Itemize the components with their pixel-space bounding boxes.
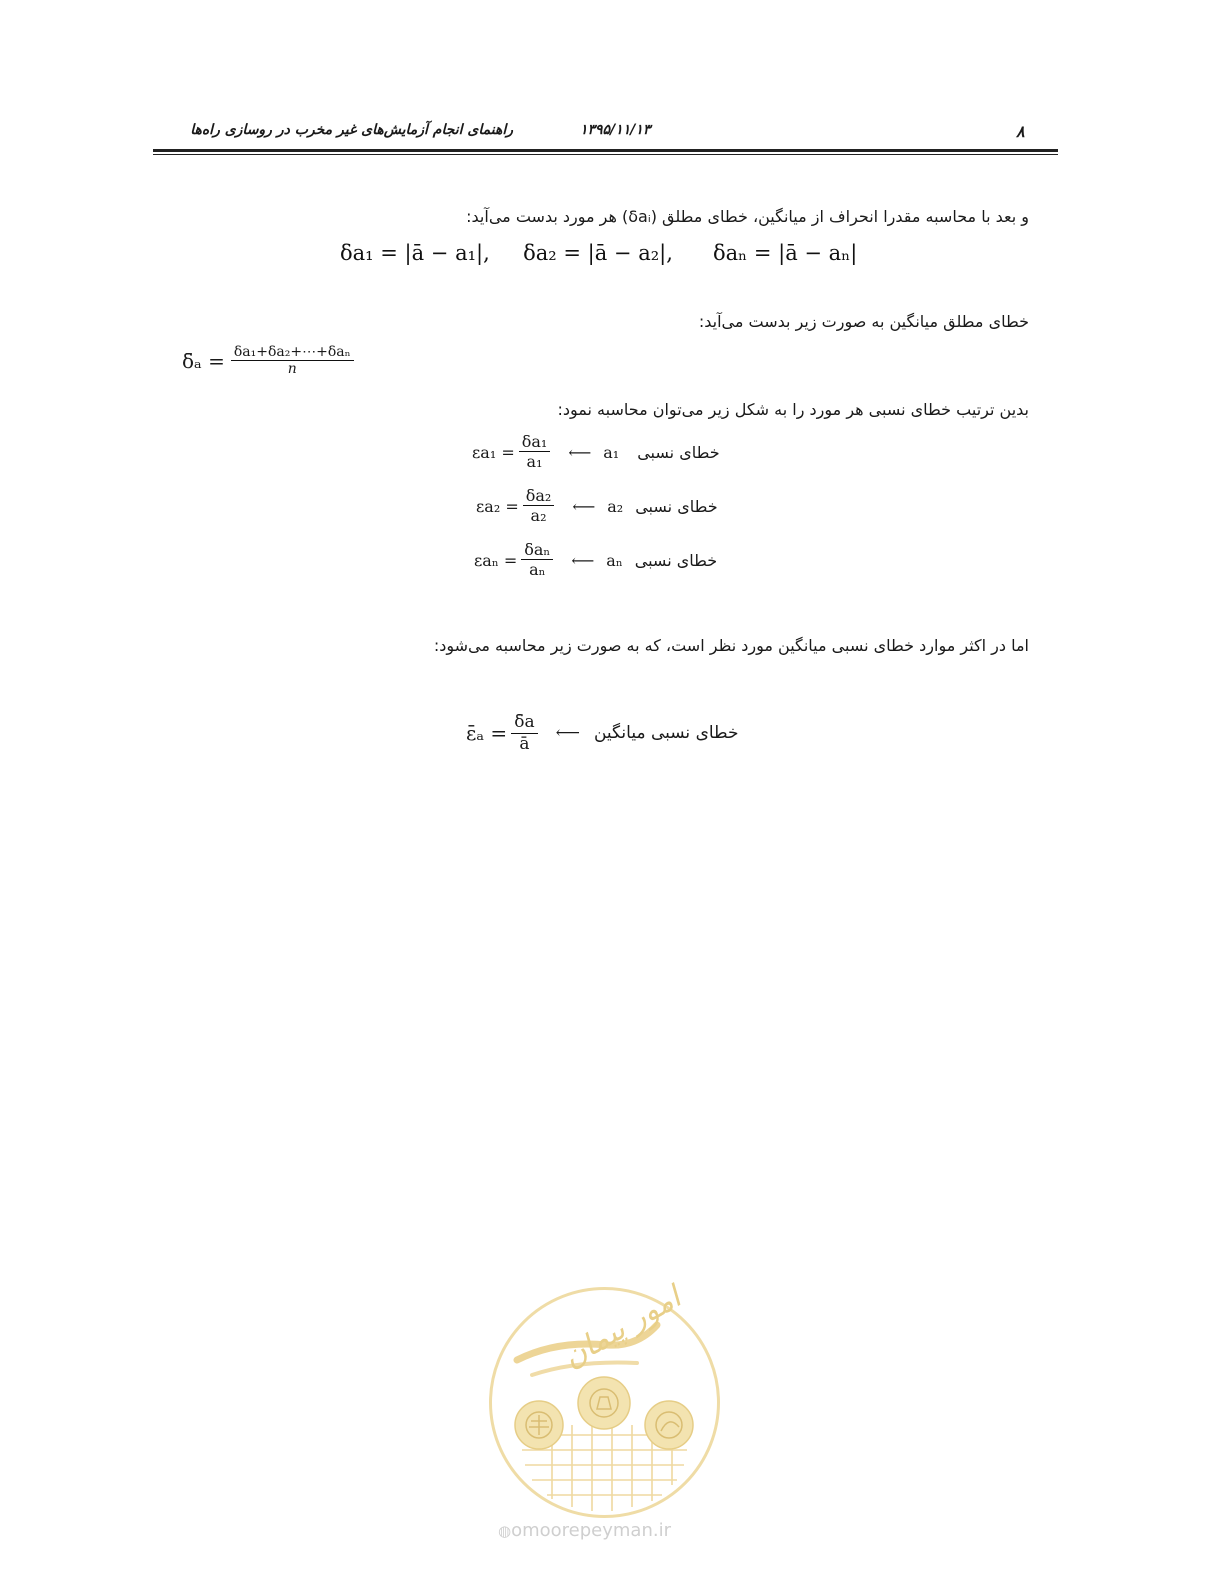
relative-error-fraction (523, 487, 555, 526)
watermark-site (498, 1520, 671, 1541)
header-title: راهنمای انجام آزمایش‌های غیر مخرب در روسازی راه‌ها (190, 122, 513, 138)
arrow-icon: ⟵ (571, 550, 595, 570)
page-number: ۸ (1016, 122, 1025, 141)
mean-relative-error-lhs: ε̄ₐ = (466, 721, 508, 746)
fraction-denominator: a₁ (526, 452, 543, 472)
fraction-denominator: ā (519, 733, 530, 754)
fraction-numerator: δaₙ (521, 541, 553, 560)
relative-error-row (474, 541, 717, 580)
relative-error-lhs: εa₂ = (476, 496, 519, 516)
arrow-icon: ⟵ (568, 442, 592, 462)
relative-error-var: a₁ (603, 442, 620, 462)
relative-error-fraction (521, 541, 553, 580)
relative-error-lhs: εa₁ = (472, 442, 515, 462)
watermark-logo-text: امور پیمان (556, 1279, 687, 1376)
relative-error-var: a₂ (607, 496, 624, 516)
watermark-site-text: omoorepeyman.ir (511, 1520, 671, 1541)
relative-error-lhs: εaₙ = (474, 550, 518, 570)
mean-relative-error-equation (466, 713, 739, 754)
eq2-numerator: δa₁+δa₂+⋯+δaₙ (231, 344, 354, 361)
paragraph-4: اما در اکثر موارد خطای نسبی میانگین مورد نظر است، که به صورت زیر محاسبه می‌شود: (433, 636, 1029, 655)
paragraph-2: خطای مطلق میانگین به صورت زیر بدست می‌آید: (698, 312, 1029, 331)
paragraph-1: و بعد با محاسبه مقدرا انحراف از میانگین، خطای مطلق (δaᵢ) هر مورد بدست می‌آید: (466, 207, 1029, 226)
eq2-lhs: δ̄ₐ = (182, 348, 225, 373)
fraction-numerator: δ̄a (511, 713, 537, 734)
mean-relative-error-label: خطای نسبی میانگین (593, 723, 739, 744)
fraction-numerator: δa₂ (523, 487, 555, 506)
relative-error-label: خطای نسبی (637, 442, 720, 462)
relative-error-label: خطای نسبی (634, 550, 718, 570)
watermark-logo (487, 1279, 722, 1520)
fraction-numerator: δa₁ (519, 433, 551, 452)
relative-error-fraction (519, 433, 551, 472)
relative-error-var: aₙ (606, 550, 623, 570)
header-rule-thick (153, 149, 1058, 152)
arrow-icon: ⟵ (572, 496, 596, 516)
fraction-denominator: a₂ (530, 506, 547, 526)
mean-relative-error-fraction (511, 713, 537, 754)
relative-error-row (476, 487, 718, 526)
eq2-fraction (231, 344, 354, 378)
header-rule-thin (153, 154, 1058, 155)
absolute-error-equations: δa₁ = |ā − a₁|, δa₂ = |ā − a₂|, δaₙ = |ā − aₙ| (340, 241, 858, 265)
paragraph-3: بدین ترتیب خطای نسبی هر مورد را به شکل زیر می‌توان محاسبه نمود: (557, 400, 1029, 419)
header-date: ۱۳۹۵/۱۱/۱۳ (580, 122, 651, 138)
relative-error-row (472, 433, 720, 472)
eq2-denominator: n (287, 361, 297, 378)
fraction-denominator: aₙ (529, 560, 546, 580)
arrow-icon: ⟵ (555, 723, 580, 744)
relative-error-label: خطای نسبی (635, 496, 718, 516)
globe-icon: ◍ (498, 1522, 512, 1540)
mean-absolute-error-equation (182, 344, 354, 378)
